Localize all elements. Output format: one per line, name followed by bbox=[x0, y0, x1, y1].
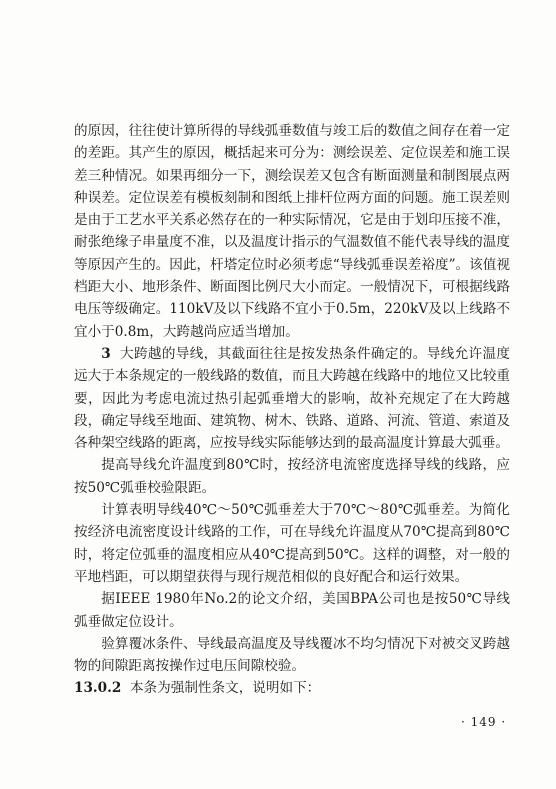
section-heading bbox=[74, 677, 510, 699]
paragraph-continuation bbox=[74, 120, 510, 343]
paragraph-text: 的原因，往往使计算所得的导线弧垂数值与竣工后的数值之间存在着一定的差距。其产生的原因，概括起来可分为：测绘误差、定位误差和施工误差三种情况。如果再细分一下，测绘误差又包含有断面测量和制图展点两种误差。定位误差有模板刻制和图纸上排杆位两方面的问题。施工误差则是由于工艺水平关系必然存在的一种实际情况，它是由于划印压接不准，耐张绝缘子串量度不准，以及温度计指示的气温数值不能代表导线的温度等原因产生的。因此，杆塔定位时必须考虑“导线弧垂误差裕度”。该值视档距大小、地形条件、断面图比例尺大小而定。一般情况下，可根据线路电压等级确定。110kV及以下线路不宜小于0.5m，220kV及以上线路不宜小于0.8m，大跨越尚应适当增加。 bbox=[74, 123, 510, 340]
body-text bbox=[74, 120, 510, 700]
paragraph-text: 提高导线允许温度到80℃时，按经济电流密度选择导线的线路，应按50℃弧垂校验限距。 bbox=[74, 457, 510, 496]
page-number: · 149 · bbox=[461, 715, 507, 729]
item-number: 3 bbox=[101, 345, 111, 362]
paragraph-text: 计算表明导线40℃～50℃弧垂差大于70℃～80℃弧垂差。为简化按经济电流密度设计线路的工作，可在导线允许温度从70℃提高到80℃时，将定位弧垂的温度相应从40℃提高到50℃。这样的调整，对一般的平地档距，可以期望获得与现行规范相似的良好配合和运行效果。 bbox=[74, 502, 510, 585]
paragraph bbox=[74, 499, 510, 588]
paragraph-item-3 bbox=[74, 343, 510, 454]
paragraph bbox=[74, 588, 510, 633]
section-number: 13.0.2 bbox=[74, 680, 122, 697]
paragraph-text: 据IEEE 1980年No.2的论文介绍，美国BPA公司也是按50℃导线弧垂做定位设计。 bbox=[74, 591, 510, 630]
paragraph-text: 验算覆冰条件、导线最高温度及导线覆冰不均匀情况下对被交叉跨越物的间隙距离按操作过电压间隙校验。 bbox=[74, 635, 510, 675]
section-text: 本条为强制性条文，说明如下： bbox=[129, 680, 321, 697]
paragraph bbox=[74, 454, 510, 499]
paragraph-text: 大跨越的导线，其截面往往是按发热条件确定的。导线允许温度远大于本条规定的一般线路的数值，而且大跨越在线路中的地位又比较重要，因此为考虑电流过热引起弧垂增大的影响，故补充规定了在大跨越段，确定导线至地面、建筑物、树木、铁路、道路、河流、管道、索道及各种架空线路的距离，应按导线实际能够达到的最高温度计算最大弧垂。 bbox=[74, 345, 510, 452]
paragraph bbox=[74, 633, 510, 678]
